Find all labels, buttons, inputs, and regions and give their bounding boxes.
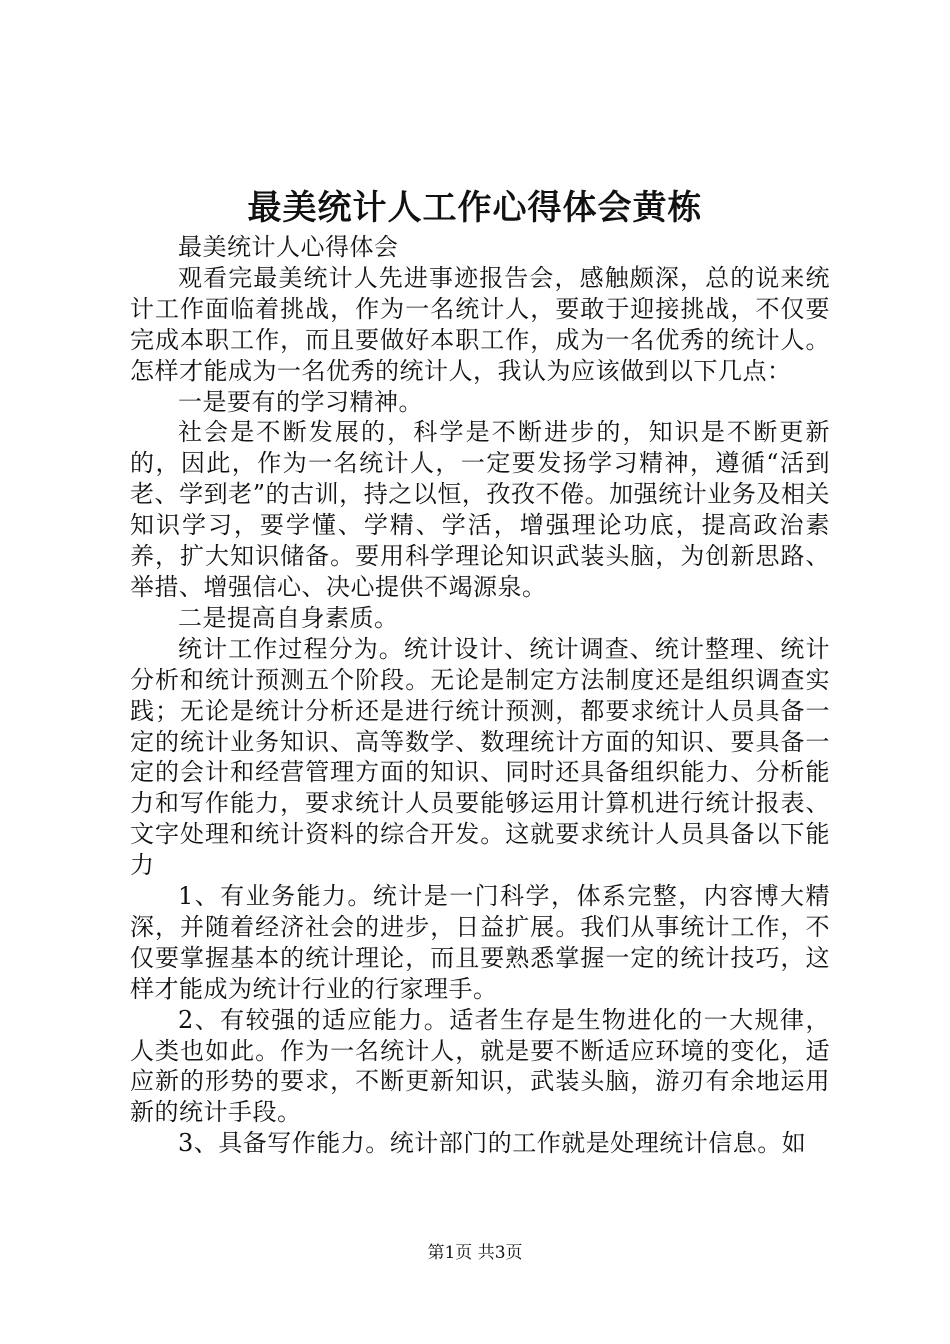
paragraph: 统计工作过程分为。统计设计、统计调查、统计整理、统计分析和统计预测五个阶段。无论是制定方法制度还是组织调查实践；无论是统计分析还是进行统计预测，都要求统计人员具备一定的统计业务知识、高等数学、数理统计方面的知识、要具备一定的会计和经营管理方面的知识、同时还具备组织能力、分析能力和写作能力，要求统计人员要能够运用计算机进行统计报表、文字处理和统计资料的综合开发。这就要求统计人员具备以下能力 bbox=[130, 634, 830, 880]
paragraph: 社会是不断发展的，科学是不断进步的，知识是不断更新的，因此，作为一名统计人，一定要发扬学习精神，遵循“活到老、学到老”的古训，持之以恒，孜孜不倦。加强统计业务及相关知识学习，要学懂、学精、学活，增强理论功底，提高政治素养，扩大知识储备。要用科学理论知识武装头脑，为创新思路、举措、增强信心、决心提供不竭源泉。 bbox=[130, 418, 830, 601]
paragraph-list-item: 3、具备写作能力。统计部门的工作就是处理统计信息。如 bbox=[178, 1129, 807, 1158]
paragraph-list-item: 2、有较强的适应能力。适者生存是生物进化的一大规律，人类也如此。作为一名统计人，就是要不断适应环境的变化，适应新的形势的要求，不断更新知识，武装头脑，游刃有余地运用新的统计手段。 bbox=[130, 1005, 830, 1127]
paragraph-subtitle: 最美统计人心得体会 bbox=[178, 233, 399, 261]
document-body bbox=[130, 232, 830, 1159]
page-number-footer: 第1页 共3页 bbox=[427, 1243, 523, 1263]
document-title: 最美统计人工作心得体会黄栋 bbox=[247, 188, 703, 228]
paragraph-list-item: 1、有业务能力。统计是一门科学，体系完整，内容博大精深，并随着经济社会的进步，日益扩展。我们从事统计工作，不仅要掌握基本的统计理论，而且要熟悉掌握一定的统计技巧，这样才能成为统计行业的行家理手。 bbox=[130, 882, 830, 1003]
paragraph-heading: 一是要有的学习精神。 bbox=[178, 387, 423, 416]
paragraph: 观看完最美统计人先进事迹报告会，感触颇深，总的说来统计工作面临着挑战，作为一名统计人，要敢于迎接挑战，不仅要完成本职工作，而且要做好本职工作，成为一名优秀的统计人。怎样才能成为一名优秀的统计人，我认为应该做到以下几点： bbox=[130, 263, 830, 385]
paragraph-heading: 二是提高自身素质。 bbox=[178, 603, 399, 632]
